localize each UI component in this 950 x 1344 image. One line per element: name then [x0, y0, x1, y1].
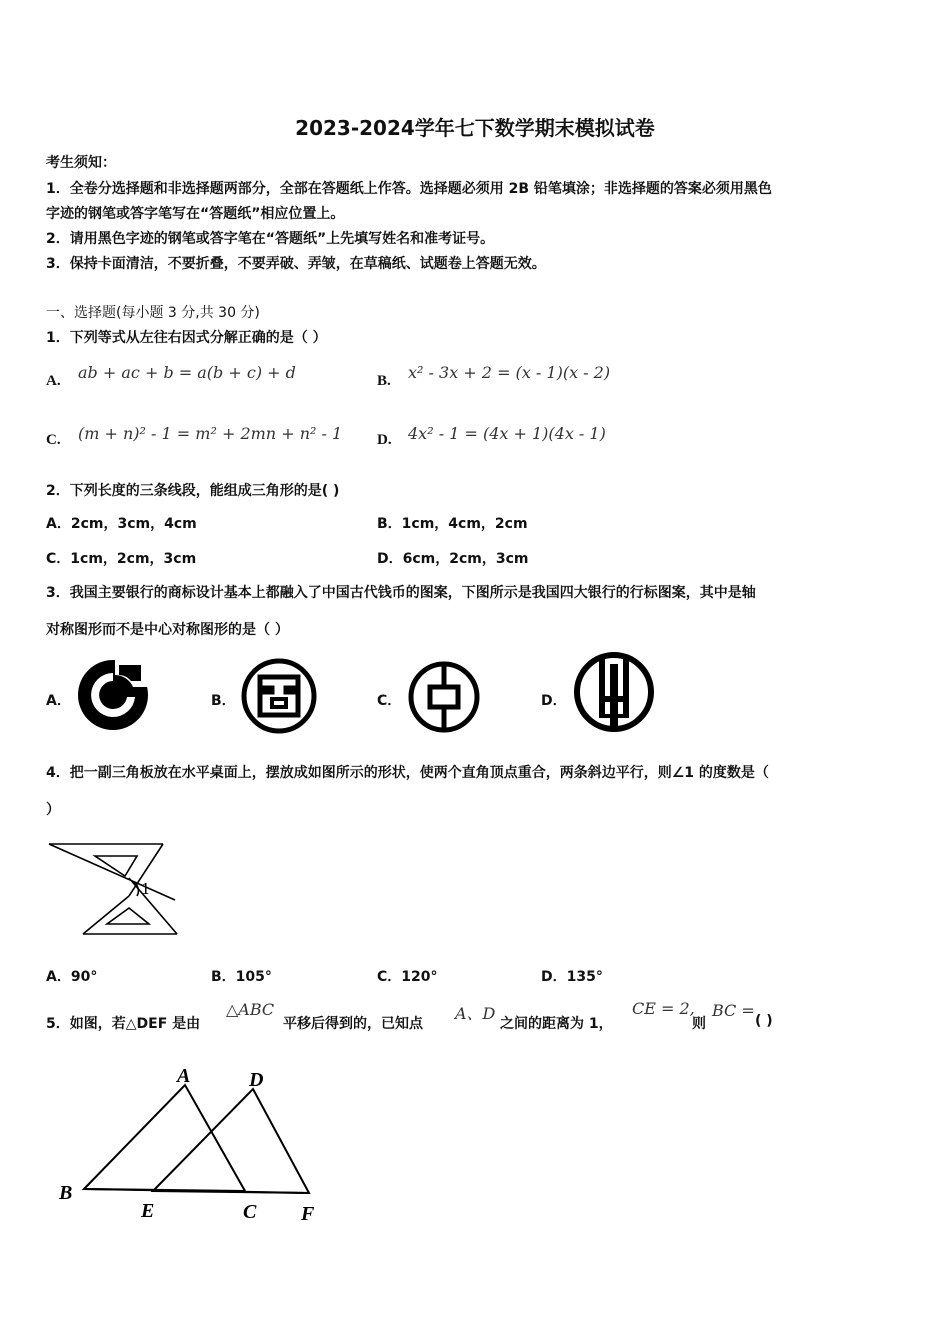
q5-point-d-label: D	[249, 1069, 264, 1091]
q3-option-a-label: A．	[46, 693, 71, 709]
bank-logo-boc-icon	[405, 657, 483, 735]
q2-option-b: B．1cm，4cm，2cm	[377, 516, 528, 532]
q5-point-c-label: C	[243, 1201, 257, 1223]
q1-option-a-expr: ab + ac + b = a(b + c) + d	[78, 363, 296, 382]
q2-option-d: D．6cm，2cm，3cm	[377, 551, 529, 567]
q4-triangle-figure	[45, 838, 185, 940]
notice-line-3: 3．保持卡面清洁，不要折叠，不要弄破、弄皱，在草稿纸、试题卷上答题无效。	[46, 256, 546, 272]
section-heading: 一、选择题(每小题 3 分,共 30 分)	[46, 305, 260, 321]
q1-option-c-label: C.	[46, 432, 61, 448]
q5-stem-part-4: 则	[692, 1016, 706, 1032]
notice-line-2: 2．请用黑色字迹的钢笔或答字笔在“答题纸”上先填写姓名和准考证号。	[46, 231, 495, 247]
q5-point-e-label: E	[141, 1200, 155, 1222]
q5-stem-part-3: 之间的距离为 1，	[500, 1016, 613, 1032]
q1-option-d-label: D.	[377, 432, 392, 448]
q2-option-c: C．1cm，2cm，3cm	[46, 551, 197, 567]
bank-logo-icbc-icon	[240, 657, 318, 735]
q5-point-b-label: B	[59, 1182, 73, 1204]
q1-option-b-label: B.	[377, 373, 391, 389]
q1-option-a-label: A.	[46, 373, 61, 389]
q5-point-f-label: F	[301, 1203, 315, 1225]
bank-logo-ccb-icon	[75, 655, 153, 733]
q4-stem-line-2: ）	[46, 802, 60, 818]
bank-logo-abc-icon	[572, 650, 656, 734]
q4-option-b: B．105°	[211, 969, 272, 985]
q5-point-a-label: A	[177, 1065, 191, 1087]
page-title: 2023-2024学年七下数学期末模拟试卷	[295, 116, 655, 140]
q3-stem-line-2: 对称图形而不是中心对称图形的是（ ）	[46, 622, 289, 638]
q1-option-d-expr: 4x² - 1 = (4x + 1)(4x - 1)	[408, 424, 606, 443]
q5-stem-part-2: 平移后得到的，已知点	[283, 1016, 423, 1032]
q3-option-c-label: C．	[377, 693, 402, 709]
q5-stem-part-1: 5．如图，若△DEF 是由	[46, 1016, 201, 1032]
q4-angle-label: 1	[141, 880, 151, 898]
notice-heading: 考生须知：	[46, 155, 116, 171]
q4-option-a: A．90°	[46, 969, 98, 985]
q4-option-d: D．135°	[541, 969, 603, 985]
q1-stem: 1．下列等式从左往右因式分解正确的是（ ）	[46, 330, 327, 346]
q1-option-c-expr: (m + n)² - 1 = m² + 2mn + n² - 1	[78, 424, 343, 443]
q5-answer-blank: ( )	[755, 1013, 773, 1029]
q3-option-d-label: D．	[541, 693, 567, 709]
q2-option-a: A．2cm，3cm，4cm	[46, 516, 197, 532]
q4-option-c: C．120°	[377, 969, 438, 985]
q2-stem: 2．下列长度的三条线段，能组成三角形的是( )	[46, 483, 340, 499]
q3-stem-line-1: 3．我国主要银行的商标设计基本上都融入了中国古代钱币的图案，下图所示是我国四大银行的行标图案，其中是轴	[46, 585, 756, 601]
q5-translation-figure	[55, 1060, 335, 1230]
notice-line-1b: 字迹的钢笔或答字笔写在“答题纸”相应位置上。	[46, 206, 345, 222]
q5-points-ad: A、D	[455, 1004, 496, 1023]
q5-bc-expression: BC =	[712, 1001, 755, 1020]
notice-line-1a: 1．全卷分选择题和非选择题两部分，全部在答题纸上作答。选择题必须用 2B 铅笔填涂；非选择题的答案必须用黑色	[46, 181, 772, 197]
q5-ce-value: CE = 2,	[632, 999, 695, 1018]
q4-stem-line-1: 4．把一副三角板放在水平桌面上，摆放成如图所示的形状，使两个直角顶点重合，两条斜边平行，则∠1 的度数是（	[46, 765, 769, 781]
q1-option-b-expr: x² - 3x + 2 = (x - 1)(x - 2)	[408, 363, 611, 382]
q5-triangle-abc: △ABC	[226, 1000, 275, 1019]
q3-option-b-label: B．	[211, 693, 236, 709]
